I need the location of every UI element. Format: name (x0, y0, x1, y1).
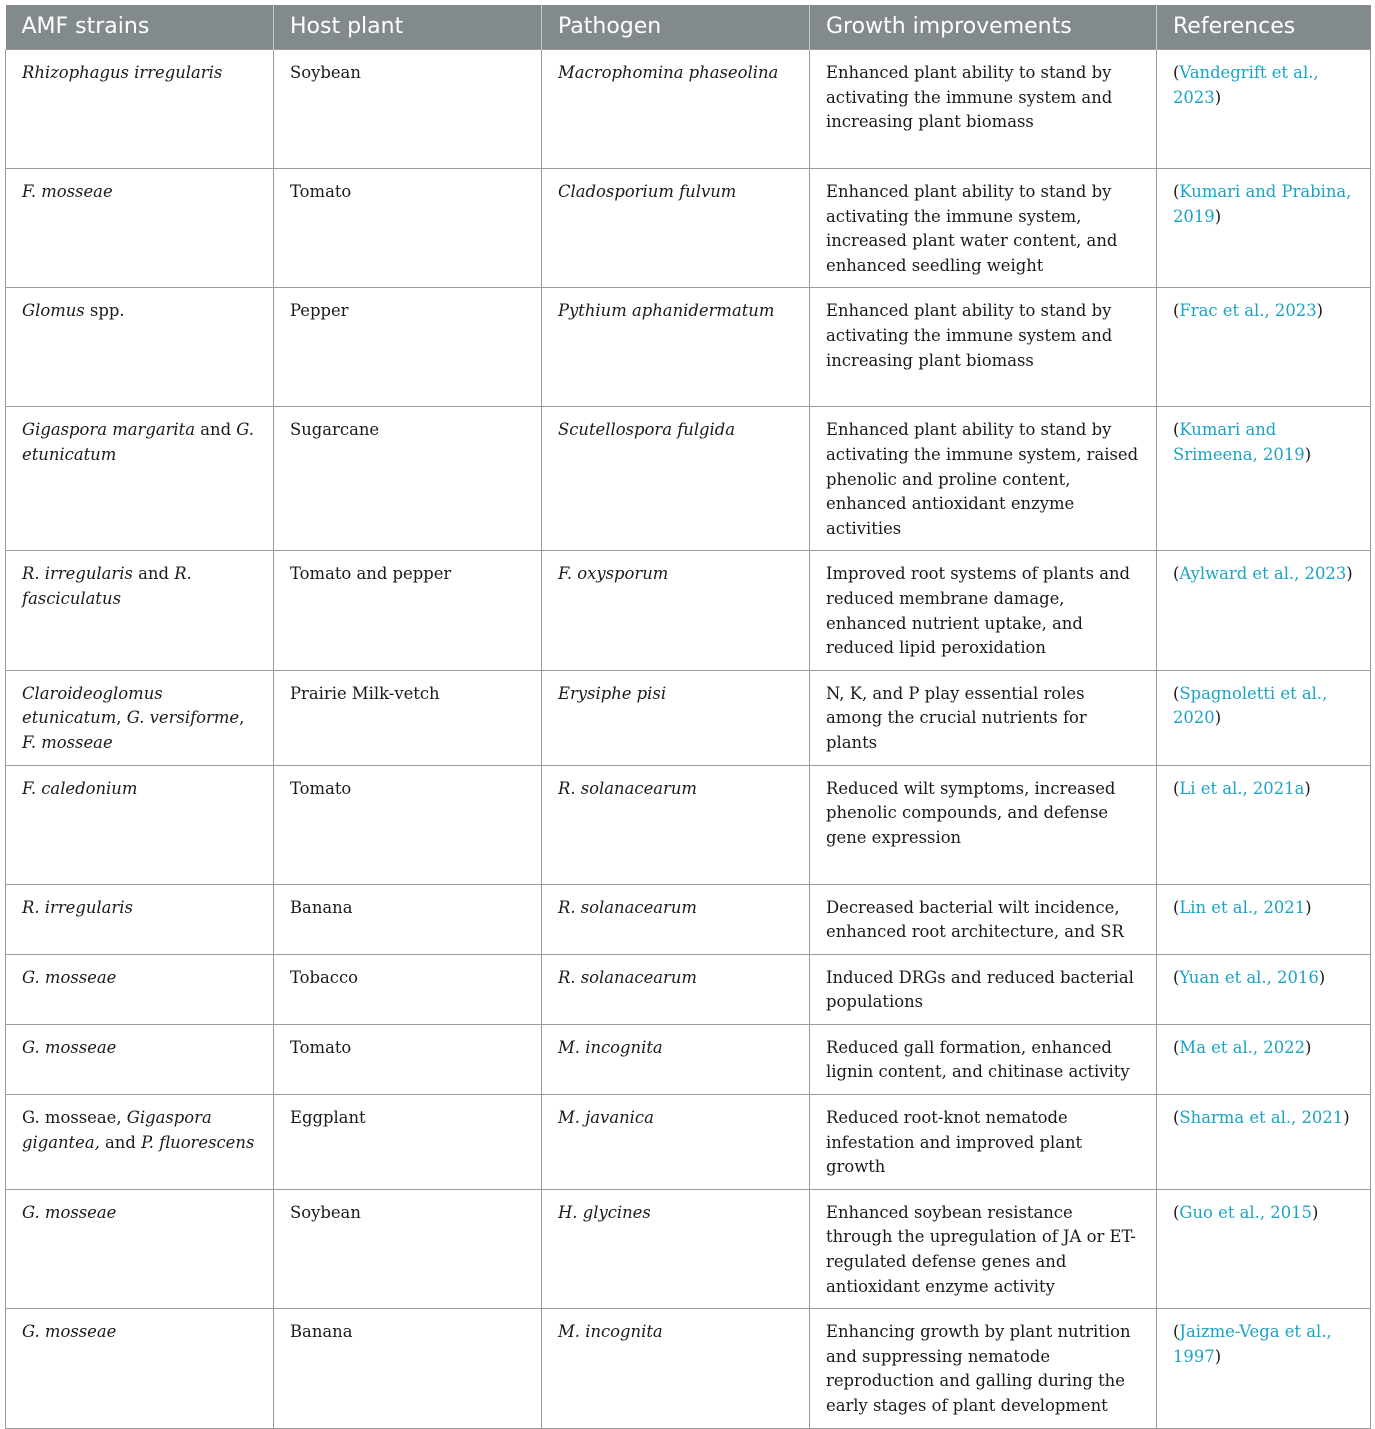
strain-text-part: , (116, 708, 127, 728)
cell-host-plant: Soybean (274, 50, 542, 169)
table-row (6, 169, 1371, 288)
reference-link[interactable]: Lin et al., 2021 (1179, 897, 1306, 917)
cell-host-plant: Tomato (274, 169, 542, 288)
cell-pathogen: R. solanacearum (542, 765, 810, 884)
ref-open-paren: ( (1173, 967, 1180, 987)
header-growth-improvements: Growth improvements (810, 5, 1157, 50)
cell-reference (1157, 50, 1371, 169)
reference-link[interactable]: Ma et al., 2022 (1179, 1037, 1306, 1057)
ref-open-paren: ( (1173, 1202, 1180, 1222)
table-row (6, 1095, 1371, 1190)
cell-pathogen: Pythium aphanidermatum (542, 288, 810, 407)
cell-host-plant: Tomato (274, 765, 542, 884)
strain-text-part: G. mosseae (22, 1037, 117, 1057)
table-row (6, 288, 1371, 407)
cell-amf-strain (6, 765, 274, 884)
reference-link[interactable]: Vandegrift et al., 2023 (1173, 63, 1319, 107)
cell-growth-improvements: Reduced gall formation, enhanced lignin content, and chitinase activity (810, 1024, 1157, 1094)
cell-reference (1157, 670, 1371, 765)
strain-text-part: , (239, 708, 245, 728)
table-row (6, 884, 1371, 954)
cell-amf-strain (6, 1095, 274, 1190)
ref-close-paren: ) (1318, 967, 1326, 987)
ref-close-paren: ) (1305, 897, 1312, 917)
table-row (6, 670, 1371, 765)
ref-close-paren: ) (1214, 708, 1222, 728)
strain-text-part: Gigaspora gigantea, (22, 1108, 212, 1152)
strain-text-part: spp. (84, 301, 125, 321)
cell-growth-improvements: Enhanced plant ability to stand by activating the immune system, raised phenolic and proline content, enhanced antioxidant enzyme activities (810, 407, 1157, 551)
cell-pathogen: Cladosporium fulvum (542, 169, 810, 288)
cell-pathogen: F. oxysporum (542, 551, 810, 670)
table-row (6, 1309, 1371, 1428)
ref-open-paren: ( (1173, 182, 1180, 201)
cell-pathogen: M. incognita (542, 1309, 810, 1428)
strain-text-part: Glomus (22, 301, 85, 321)
ref-open-paren: ( (1173, 1037, 1180, 1057)
table-row (6, 1024, 1371, 1094)
ref-open-paren: ( (1173, 778, 1180, 798)
header-host-plant: Host plant (274, 5, 542, 50)
cell-host-plant: Tomato (274, 1024, 542, 1094)
ref-close-paren: ) (1316, 301, 1324, 321)
cell-growth-improvements: Induced DRGs and reduced bacterial populations (810, 954, 1157, 1024)
table-body (6, 50, 1371, 1429)
ref-close-paren: ) (1214, 87, 1222, 107)
cell-host-plant: Pepper (274, 288, 542, 407)
cell-pathogen: M. incognita (542, 1024, 810, 1094)
table-row (6, 407, 1371, 551)
cell-reference (1157, 884, 1371, 954)
cell-pathogen: Scutellospora fulgida (542, 407, 810, 551)
cell-host-plant: Soybean (274, 1189, 542, 1308)
cell-growth-improvements: Reduced root-knot nematode infestation and improved plant growth (810, 1095, 1157, 1190)
cell-reference (1157, 288, 1371, 407)
table-header (6, 5, 1371, 50)
strain-text-part: Claroideoglomus etunicatum (22, 683, 163, 728)
cell-host-plant: Eggplant (274, 1095, 542, 1190)
ref-close-paren: ) (1305, 1037, 1312, 1057)
cell-growth-improvements: Enhancing growth by plant nutrition and suppressing nematode reproduction and galling during the early stages of plant development (810, 1309, 1157, 1428)
reference-link[interactable]: Jaizme-Vega et al., 1997 (1173, 1322, 1332, 1366)
cell-amf-strain (6, 884, 274, 954)
strain-text-part: P. fluorescens (141, 1132, 255, 1152)
header-amf-strains: AMF strains (6, 5, 274, 50)
cell-amf-strain (6, 551, 274, 670)
strain-text-part: G. etunicatum (22, 420, 255, 464)
header-references: References (1157, 5, 1371, 50)
cell-growth-improvements: Decreased bacterial wilt incidence, enhanced root architecture, and SR (810, 884, 1157, 954)
cell-host-plant: Sugarcane (274, 407, 542, 551)
strain-text-part: F. mosseae (22, 732, 113, 752)
cell-pathogen: Erysiphe pisi (542, 670, 810, 765)
ref-close-paren: ) (1343, 1108, 1350, 1128)
reference-link[interactable]: Kumari and Srimeena, 2019 (1173, 420, 1305, 464)
cell-reference (1157, 1189, 1371, 1308)
cell-reference (1157, 1024, 1371, 1094)
reference-link[interactable]: Sharma et al., 2021 (1179, 1108, 1344, 1128)
cell-amf-strain (6, 50, 274, 169)
reference-link[interactable]: Yuan et al., 2016 (1179, 967, 1319, 987)
cell-growth-improvements: Improved root systems of plants and reduced membrane damage, enhanced nutrient uptake, and reduced lipid peroxidation (810, 551, 1157, 670)
ref-close-paren: ) (1214, 206, 1222, 226)
table-row (6, 551, 1371, 670)
reference-link[interactable]: Frac et al., 2023 (1179, 301, 1317, 321)
header-pathogen: Pathogen (542, 5, 810, 50)
reference-link[interactable]: Kumari and Prabina, 2019 (1173, 182, 1352, 226)
ref-close-paren: ) (1214, 1346, 1222, 1366)
reference-link[interactable]: Spagnoletti et al., 2020 (1173, 683, 1328, 728)
ref-open-paren: ( (1173, 683, 1180, 703)
cell-host-plant: Banana (274, 884, 542, 954)
cell-reference (1157, 954, 1371, 1024)
cell-amf-strain (6, 169, 274, 288)
ref-open-paren: ( (1173, 564, 1180, 584)
ref-open-paren: ( (1173, 63, 1180, 82)
cell-amf-strain (6, 954, 274, 1024)
cell-reference (1157, 1095, 1371, 1190)
strain-text-part: G. mosseae (22, 1322, 117, 1342)
strain-text-part: Rhizophagus irregularis (22, 63, 223, 82)
cell-reference (1157, 765, 1371, 884)
strain-text-part: G. mosseae, (22, 1108, 127, 1128)
cell-pathogen: R. solanacearum (542, 884, 810, 954)
strain-text-part: R. fasciculatus (22, 564, 192, 608)
strain-text-part: R. irregularis (22, 897, 133, 917)
ref-open-paren: ( (1173, 420, 1180, 440)
strain-text-part: and (195, 420, 237, 440)
cell-pathogen: R. solanacearum (542, 954, 810, 1024)
cell-growth-improvements: Enhanced plant ability to stand by activating the immune system and increasing plant biomass (810, 50, 1157, 169)
cell-growth-improvements: Enhanced plant ability to stand by activating the immune system and increasing plant biomass (810, 288, 1157, 407)
ref-close-paren: ) (1304, 778, 1311, 798)
table-row (6, 50, 1371, 169)
reference-link[interactable]: Li et al., 2021a (1179, 778, 1305, 798)
strain-text-part: and (99, 1132, 142, 1152)
table-row (6, 765, 1371, 884)
strain-text-part: F. caledonium (22, 778, 138, 798)
strain-text-part: G. mosseae (22, 1202, 117, 1222)
strain-text-part: and (132, 564, 175, 584)
cell-amf-strain (6, 1309, 274, 1428)
cell-amf-strain (6, 670, 274, 765)
cell-pathogen: M. javanica (542, 1095, 810, 1190)
strain-text-part: R. irregularis (22, 564, 133, 584)
reference-link[interactable]: Aylward et al., 2023 (1179, 564, 1347, 584)
header-row (6, 5, 1371, 50)
cell-amf-strain (6, 407, 274, 551)
cell-amf-strain (6, 1024, 274, 1094)
ref-open-paren: ( (1173, 1322, 1180, 1342)
table-row (6, 1189, 1371, 1308)
ref-open-paren: ( (1173, 1108, 1180, 1128)
strain-text-part: G. versiforme (126, 708, 240, 728)
cell-amf-strain (6, 288, 274, 407)
ref-close-paren: ) (1304, 444, 1312, 464)
strain-text-part: Gigaspora margarita (22, 420, 196, 440)
cell-growth-improvements: Reduced wilt symptoms, increased phenolic compounds, and defense gene expression (810, 765, 1157, 884)
cell-reference (1157, 551, 1371, 670)
cell-growth-improvements: N, K, and P play essential roles among the crucial nutrients for plants (810, 670, 1157, 765)
cell-amf-strain (6, 1189, 274, 1308)
reference-link[interactable]: Guo et al., 2015 (1179, 1202, 1312, 1222)
cell-reference (1157, 1309, 1371, 1428)
strain-text-part: G. mosseae (22, 967, 117, 987)
cell-host-plant: Banana (274, 1309, 542, 1428)
ref-open-paren: ( (1173, 301, 1180, 321)
strain-text-part: F. mosseae (22, 182, 113, 201)
cell-growth-improvements: Enhanced soybean resistance through the upregulation of JA or ET-regulated defense genes and antioxidant enzyme activity (810, 1189, 1157, 1308)
cell-host-plant: Tobacco (274, 954, 542, 1024)
cell-pathogen: H. glycines (542, 1189, 810, 1308)
cell-pathogen: Macrophomina phaseolina (542, 50, 810, 169)
ref-close-paren: ) (1346, 564, 1353, 584)
amf-table (5, 5, 1371, 1429)
cell-host-plant: Prairie Milk-vetch (274, 670, 542, 765)
ref-open-paren: ( (1173, 897, 1180, 917)
cell-reference (1157, 169, 1371, 288)
table-row (6, 954, 1371, 1024)
cell-reference (1157, 407, 1371, 551)
cell-growth-improvements: Enhanced plant ability to stand by activating the immune system, increased plant water content, and enhanced seedling weight (810, 169, 1157, 288)
cell-host-plant: Tomato and pepper (274, 551, 542, 670)
ref-close-paren: ) (1312, 1202, 1319, 1222)
